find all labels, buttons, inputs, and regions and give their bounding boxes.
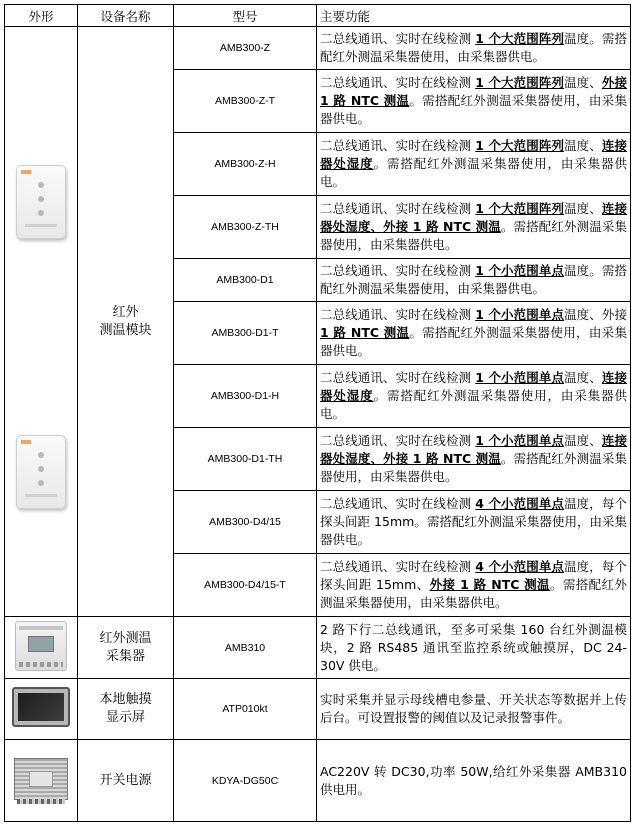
function-text: 温度。需搭配红外测温采集器使用，由采集器供电。: [320, 31, 627, 64]
touch-display-icon: [12, 687, 70, 727]
function-highlight: 外接 1 路 NTC 测温: [429, 577, 550, 592]
function-cell: [317, 740, 631, 822]
function-text: 二总线通讯、实时在线检测: [320, 307, 476, 322]
function-text: 。需搭配红外测温采集器使用，由采集器供电。: [320, 325, 627, 358]
model-cell: AMB300-D4/15: [174, 491, 317, 554]
infrared-module-large-area-icon: [16, 165, 66, 239]
function-text: 二总线通讯、实时在线检测: [320, 496, 476, 511]
table-header-row: [5, 5, 631, 27]
infrared-module-small-spot-icon: [16, 435, 66, 509]
function-text: 温度、: [564, 370, 602, 385]
function-highlight: 连接器处湿度、外接 1 路 NTC 测温: [320, 433, 627, 466]
model-cell: AMB300-D1-TH: [174, 428, 317, 491]
function-text: 温度、外接: [564, 307, 627, 322]
function-cell: [317, 196, 631, 259]
device-name-power-supply: 开关电源: [78, 740, 174, 822]
model-cell: AMB300-Z-TH: [174, 196, 317, 259]
function-highlight: 外接 1 路 NTC 测温: [320, 75, 627, 108]
shape-cell-infrared-module: [5, 27, 78, 617]
device-name-display: 本地触摸 显示屏: [78, 679, 174, 740]
function-text: 温度、: [564, 433, 602, 448]
function-text: 温度，每个探头间距 15mm。需搭配红外测温采集器使用，由采集器供电。: [320, 496, 627, 547]
shape-cell-display: [5, 679, 78, 740]
function-highlight: 1 个大范围阵列: [475, 138, 565, 153]
model-cell: AMB300-D4/15-T: [174, 554, 317, 617]
function-cell: [317, 259, 631, 302]
function-text: 。需搭配红外测温采集器使用，由采集器供电。: [320, 388, 627, 421]
model-cell: AMB300-Z-H: [174, 133, 317, 196]
function-text: 二总线通讯、实时在线检测: [320, 138, 476, 153]
function-cell: [317, 133, 631, 196]
function-highlight: 连接器处湿度、外接 1 路 NTC 测温: [320, 201, 627, 234]
model-cell: AMB310: [174, 617, 317, 679]
function-text: AC220V 转 DC30,功率 50W,给红外采集器 AMB310 供电用。: [320, 763, 627, 797]
function-text: 。需搭配红外测温采集器使用，由采集器供电。: [320, 451, 627, 484]
model-cell: ATP010kt: [174, 679, 317, 740]
function-cell: [317, 617, 631, 679]
function-text: 。需搭配红外测温采集器使用，由采集器供电。: [320, 93, 627, 126]
function-highlight: 1 路 NTC 测温: [320, 325, 410, 340]
header-model: 型号: [174, 5, 317, 27]
header-shape: 外形: [5, 5, 78, 27]
function-text: 温度，每个探头间距 15mm、: [320, 559, 627, 592]
function-text: 二总线通讯、实时在线检测: [320, 433, 476, 448]
shape-cell-power-supply: [5, 740, 78, 822]
function-highlight: 连接器处湿度: [320, 370, 627, 403]
function-text: 二总线通讯、实时在线检测: [320, 75, 476, 90]
function-text: 。需搭配红外测温采集器使用，由采集器供电。: [320, 219, 627, 252]
model-cell: AMB300-Z: [174, 27, 317, 70]
device-table-wrapper: [4, 4, 631, 822]
function-cell: [317, 365, 631, 428]
function-highlight: 1 个大范围阵列: [475, 201, 565, 216]
function-cell: [317, 491, 631, 554]
model-cell: AMB300-D1-T: [174, 302, 317, 365]
function-cell: [317, 428, 631, 491]
header-main-function: 主要功能: [317, 5, 631, 27]
function-text: 。需搭配红外测温采集器使用，由采集器供电。: [320, 156, 627, 189]
device-spec-table: [4, 4, 631, 822]
function-highlight: 1 个大范围阵列: [475, 75, 565, 90]
function-cell: [317, 27, 631, 70]
model-cell: AMB300-D1: [174, 259, 317, 302]
function-highlight: 1 个小范围单点: [475, 433, 565, 448]
table-row: [5, 679, 631, 740]
function-cell: [317, 554, 631, 617]
function-cell: [317, 302, 631, 365]
function-cell: [317, 679, 631, 740]
function-highlight: 连接器处湿度: [320, 138, 627, 171]
function-text: 二总线通讯、实时在线检测: [320, 559, 476, 574]
function-text: 温度、: [564, 138, 602, 153]
function-text: 温度、: [564, 75, 602, 90]
din-rail-collector-icon: [15, 621, 67, 671]
function-highlight: 1 个小范围单点: [475, 263, 565, 278]
model-cell: KDYA-DG50C: [174, 740, 317, 822]
function-highlight: 4 个小范围单点: [475, 496, 565, 511]
model-cell: AMB300-Z-T: [174, 70, 317, 133]
function-highlight: 1 个大范围阵列: [475, 31, 565, 46]
table-row: [5, 740, 631, 822]
function-text: 二总线通讯、实时在线检测: [320, 370, 476, 385]
function-cell: [317, 70, 631, 133]
function-text: 实时采集并显示母线槽电参量、开关状态等数据并上传后台。可设置报警的阈值以及记录报警事件。: [320, 692, 627, 725]
function-text: 二总线通讯、实时在线检测: [320, 263, 476, 278]
function-highlight: 1 个小范围单点: [475, 307, 565, 322]
table-row: [5, 617, 631, 679]
function-highlight: 4 个小范围单点: [475, 559, 565, 574]
function-text: 二总线通讯、实时在线检测: [320, 31, 476, 46]
model-cell: AMB300-D1-H: [174, 365, 317, 428]
function-text: 温度。需搭配红外测温采集器使用，由采集器供电。: [320, 263, 627, 296]
device-name-infrared-module: 红外 测温模块: [78, 27, 174, 617]
function-highlight: 1 个小范围单点: [475, 370, 565, 385]
table-row: [5, 27, 631, 70]
function-text: 二总线通讯、实时在线检测: [320, 201, 476, 216]
power-supply-icon: [14, 758, 68, 800]
function-text: 温度、: [564, 201, 602, 216]
shape-cell-collector: [5, 617, 78, 679]
function-text: 2 路下行二总线通讯，至多可采集 160 台红外测温模块，2 路 RS485 通讯至监控系统或触摸屏，DC 24-30V 供电。: [320, 621, 627, 673]
function-text: 。需搭配红外测温采集器使用，由采集器供电。: [320, 577, 627, 610]
device-name-collector: 红外测温 采集器: [78, 617, 174, 679]
header-device-name: 设备名称: [78, 5, 174, 27]
